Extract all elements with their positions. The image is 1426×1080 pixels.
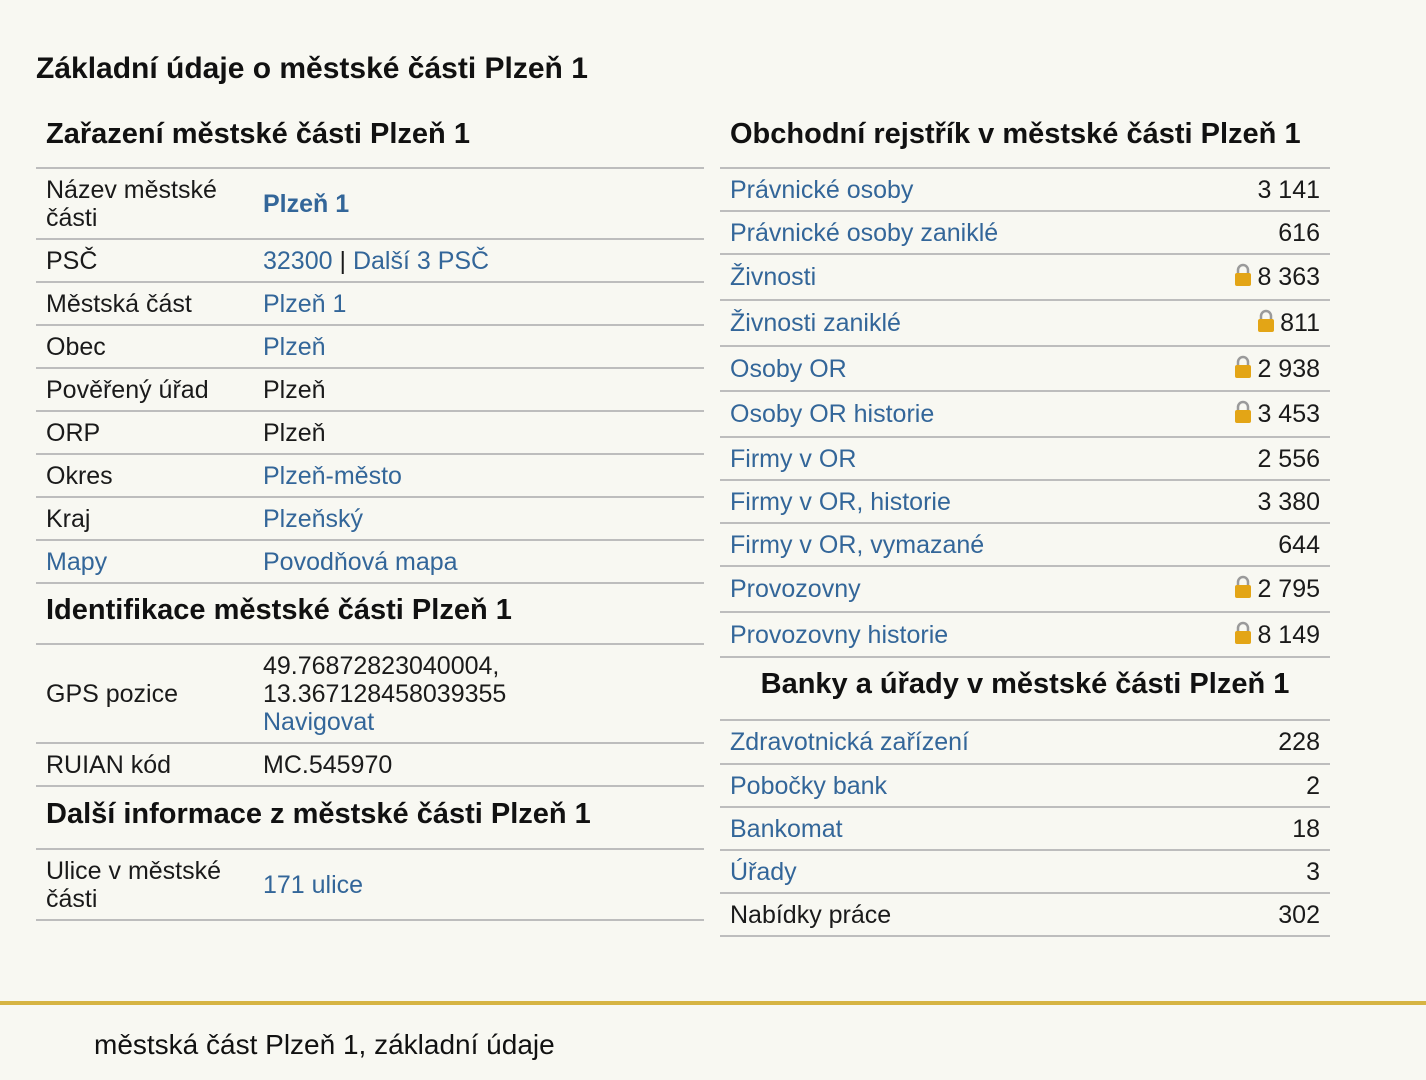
more-info-title: Další informace z městské části Plzeň 1 [36,787,704,850]
row-value [1165,211,1330,254]
table-row [36,645,704,743]
row-value [1213,850,1330,893]
table-row [720,807,1330,850]
table-row [36,282,704,325]
row-count: 3 141 [1257,175,1320,204]
lock-icon [1233,400,1253,424]
page-title: Základní údaje o městské části Plzeň 1 [36,52,588,85]
row-value [1165,300,1330,346]
table-row [720,893,1330,936]
table-row [720,437,1330,480]
table-row [720,480,1330,523]
lock-icon [1233,621,1253,645]
row-count: 644 [1278,530,1320,559]
table-row [720,566,1330,612]
row-value [1165,612,1330,657]
identification-title: Identifikace městské části Plzeň 1 [36,584,704,645]
row-value [1165,346,1330,391]
row-count: 3 380 [1257,487,1320,516]
lock-icon [1233,575,1253,599]
row-value [1213,721,1330,764]
row-count: 3 [1306,857,1320,886]
registry-table [720,169,1330,658]
ruian-label: RUIAN kód [36,743,253,786]
table-row [720,391,1330,437]
row-count: 2 938 [1257,354,1320,383]
row-label-link[interactable]: Živnosti zaniklé [730,309,901,337]
gps-label: GPS pozice [36,645,253,743]
row-label-link[interactable]: Osoby OR [730,354,847,383]
table-row [36,169,704,239]
row-count: 616 [1278,218,1320,247]
lock-icon [1233,263,1253,287]
row-value [1213,807,1330,850]
row-count: 18 [1292,814,1320,843]
psc-link[interactable]: 32300 [263,246,333,275]
classification-table [36,169,704,584]
row-label-link[interactable]: Firmy v OR, historie [730,487,951,516]
row-label-link[interactable]: Provozovny historie [730,620,949,649]
row-label-link[interactable]: Firmy v OR [730,444,857,473]
banks-title: Banky a úřady v městské části Plzeň 1 [720,658,1330,721]
streets-label: Ulice v městské části [36,850,253,920]
table-row [36,368,704,411]
table-row [720,169,1330,211]
table-row [720,300,1330,346]
row-label-link[interactable]: Zdravotnická zařízení [730,728,969,756]
ruian-value: MC.545970 [253,743,704,786]
row-value [1213,764,1330,807]
psc-label: PSČ [36,239,253,282]
row-label-link[interactable]: Živnosti [730,263,817,291]
row-label-link[interactable]: Právnické osoby zaniklé [730,218,999,247]
row-label-link[interactable]: Úřady [730,857,797,886]
district-part-label: Městská část [36,282,253,325]
okres-link[interactable]: Plzeň-město [263,461,402,490]
identification-table [36,645,704,787]
row-count: 2 556 [1257,444,1320,473]
table-row [36,454,704,497]
navigate-link[interactable]: Navigovat [263,707,375,736]
banks-table [720,721,1330,937]
row-count: 3 453 [1257,400,1320,428]
flood-map-link[interactable]: Povodňová mapa [263,547,458,576]
table-row [36,239,704,282]
table-row [36,540,704,583]
right-column [720,108,1330,937]
table-row [36,743,704,786]
row-label: Nabídky práce [720,893,1213,936]
table-row [36,497,704,540]
maps-link[interactable]: Mapy [46,547,108,576]
row-value [1165,566,1330,612]
streets-link[interactable]: 171 ulice [263,870,364,899]
classification-title: Zařazení městské části Plzeň 1 [36,108,704,169]
registry-title: Obchodní rejstřík v městské části Plzeň 1 [720,108,1330,169]
row-value [1165,391,1330,437]
table-row [720,254,1330,300]
obec-label: Obec [36,325,253,368]
table-row [720,612,1330,657]
row-count: 8 363 [1257,263,1320,291]
row-count: 8 149 [1257,620,1320,649]
name-value-link[interactable]: Plzeň 1 [263,189,350,218]
left-column [36,108,704,921]
row-count: 228 [1278,728,1320,756]
row-value [1165,437,1330,480]
gps-lon: 13.367128458039355 [263,679,507,708]
row-count: 811 [1280,309,1320,337]
table-row [36,411,704,454]
row-label-link[interactable]: Osoby OR historie [730,400,935,428]
kraj-label: Kraj [36,497,253,540]
psc-more-link[interactable]: Další 3 PSČ [352,246,490,275]
table-row [720,721,1330,764]
table-row [36,850,704,920]
okres-label: Okres [36,454,253,497]
lock-icon [1256,309,1276,333]
orp-value: Plzeň [253,411,704,454]
row-value [1165,523,1330,566]
row-count: 2 [1306,771,1320,800]
row-count: 302 [1278,900,1320,929]
psc-separator: | [339,246,346,275]
office-value: Plzeň [253,368,704,411]
row-label-link[interactable]: Firmy v OR, vymazané [730,530,985,559]
district-part-link[interactable]: Plzeň 1 [263,289,347,318]
name-label: Název městské části [36,169,253,239]
table-row [720,764,1330,807]
obec-link[interactable]: Plzeň [263,332,326,361]
row-count: 2 795 [1257,575,1320,603]
orp-label: ORP [36,411,253,454]
more-info-table [36,850,704,921]
row-value [1165,169,1330,211]
row-value [1165,254,1330,300]
row-label-link[interactable]: Provozovny [730,575,861,603]
gps-lat: 49.76872823040004, [263,651,500,680]
footer-text: městská část Plzeň 1, základní údaje [94,1029,555,1060]
row-label-link[interactable]: Bankomat [730,814,843,843]
table-row [720,346,1330,391]
table-row [36,325,704,368]
table-row [720,523,1330,566]
table-row [720,211,1330,254]
office-label: Pověřený úřad [36,368,253,411]
table-row [720,850,1330,893]
lock-icon [1233,355,1253,379]
row-value [1213,893,1330,936]
row-label-link[interactable]: Právnické osoby [730,175,914,204]
footer [0,1001,1426,1080]
row-value [1165,480,1330,523]
kraj-link[interactable]: Plzeňský [263,504,364,533]
row-label-link[interactable]: Pobočky bank [730,771,888,800]
